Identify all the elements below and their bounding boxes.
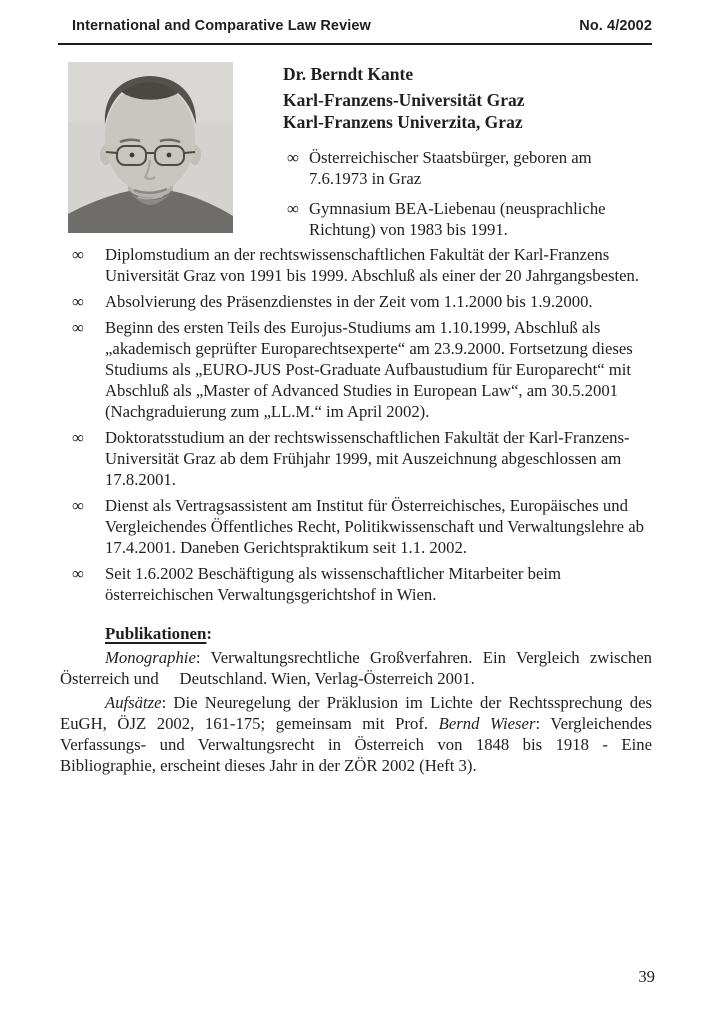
aufsaetze-coauthor: Bernd Wieser [438, 714, 536, 733]
cv-bullet-item [60, 427, 652, 490]
cv-bullet-item [60, 495, 652, 558]
publications-heading-colon: : [206, 624, 213, 643]
infinity-bullet-icon: ∞ [287, 148, 299, 167]
infinity-bullet-icon: ∞ [72, 496, 84, 515]
infinity-bullet-icon: ∞ [72, 318, 84, 337]
infinity-bullet-icon: ∞ [287, 199, 299, 218]
cv-bullet-item [287, 198, 645, 240]
cv-main-content [60, 244, 652, 776]
portrait-photo [68, 62, 233, 233]
cv-bullet-text: Diplomstudium an der rechtswissenschaftlichen Fakultät der Karl-Franzens Universität Graz von 1991 bis 1999. Abschluß als einer der 20 Jahrgangsbesten. [105, 245, 640, 285]
aufsaetze-paragraph [60, 692, 652, 776]
infinity-bullet-icon: ∞ [72, 564, 84, 583]
infinity-bullet-icon: ∞ [72, 292, 84, 311]
journal-title: International and Comparative Law Review [72, 18, 371, 34]
page-number: 39 [638, 967, 655, 986]
name-block [283, 63, 645, 133]
issue-number: No. 4/2002 [579, 18, 652, 34]
affiliation-line-1: Karl-Franzens-Universität Graz [283, 90, 525, 110]
profile-summary [283, 63, 645, 249]
cv-bullet-text: Seit 1.6.2002 Beschäftigung als wissenschaftlicher Mitarbeiter beim österreichischen Verwaltungsgerichtshof in Wien. [105, 564, 562, 604]
infinity-bullet-icon: ∞ [72, 245, 84, 264]
cv-bullet-item [60, 244, 652, 286]
cv-bullet-text: Doktoratsstudium an der rechtswissenschaftlichen Fakultät der Karl-Franzens-Universität Graz ab dem Frühjahr 1999, mit Auszeichnung abgeschlossen am 17.8.2001. [105, 428, 630, 489]
cv-bullet-item [287, 147, 645, 189]
cv-bullet-text: Dienst als Vertragsassistent am Institut für Österreichisches, Europäisches und Vergleichendes Öffentliches Recht, Politikwissenschaft und Verwaltungslehre ab 17.4.2001. Daneben Gerichtspraktikum seit 1.1. 2002. [105, 496, 644, 557]
person-name: Dr. Berndt Kante [283, 64, 414, 84]
monographie-text: : Verwaltungsrechtliche Großverfahren. Ein Vergleich zwischen Österreich und Deutschland. Wien, Verlag-Österreich 2001. [60, 648, 652, 688]
monographie-paragraph [60, 647, 652, 689]
cv-bullet-item [60, 317, 652, 422]
publications-heading [105, 623, 652, 644]
cv-bullet-text: Absolvierung des Präsenzdienstes in der Zeit vom 1.1.2000 bis 1.9.2000. [105, 292, 593, 311]
cv-bullet-text: Beginn des ersten Teils des Eurojus-Studiums am 1.10.1999, Abschluß als „akademisch geprüfter Europarechtsexperte“ am 23.9.2000. Fortsetzung dieses Studiums als „EURO-JUS Post-Graduate Aufbaustudium für Europarecht“ mit Abschluß als „Master of Advanced Studies in European Law“, am 30.5.2001 (Nachgraduierung zum „LL.M.“ im April 2002). [105, 318, 633, 421]
monographie-label: Monographie [105, 648, 196, 667]
aufsaetze-text-before: : Die Neuregelung der Präklusion im Lichte der Rechtssprechung des EuGH, ÖJZ 2002, 161-175; gemeinsam mit Prof. [60, 693, 652, 733]
infinity-bullet-icon: ∞ [72, 428, 84, 447]
portrait-photo-graphic [68, 62, 233, 233]
aufsaetze-label: Aufsätze [105, 693, 162, 712]
page-header [58, 18, 652, 45]
affiliation-line-2: Karl-Franzens Univerzita, Graz [283, 112, 523, 132]
side-bullet-list [283, 147, 645, 240]
cv-bullet-item [60, 563, 652, 605]
cv-bullet-text: Österreichischer Staatsbürger, geboren am 7.6.1973 in Graz [309, 148, 592, 188]
aufsaetze-text-after: : Vergleichendes Verfassungs- und Verwaltungsrecht in Österreich von 1848 bis 1918 - Eine Bibliographie, erscheint dieses Jahr in der ZÖR 2002 (Heft 3). [60, 714, 653, 775]
publications-heading-text: Publikationen [105, 624, 207, 643]
cv-bullet-text: Gymnasium BEA-Liebenau (neusprachliche Richtung) von 1983 bis 1991. [309, 199, 606, 239]
cv-bullet-item [60, 291, 652, 312]
